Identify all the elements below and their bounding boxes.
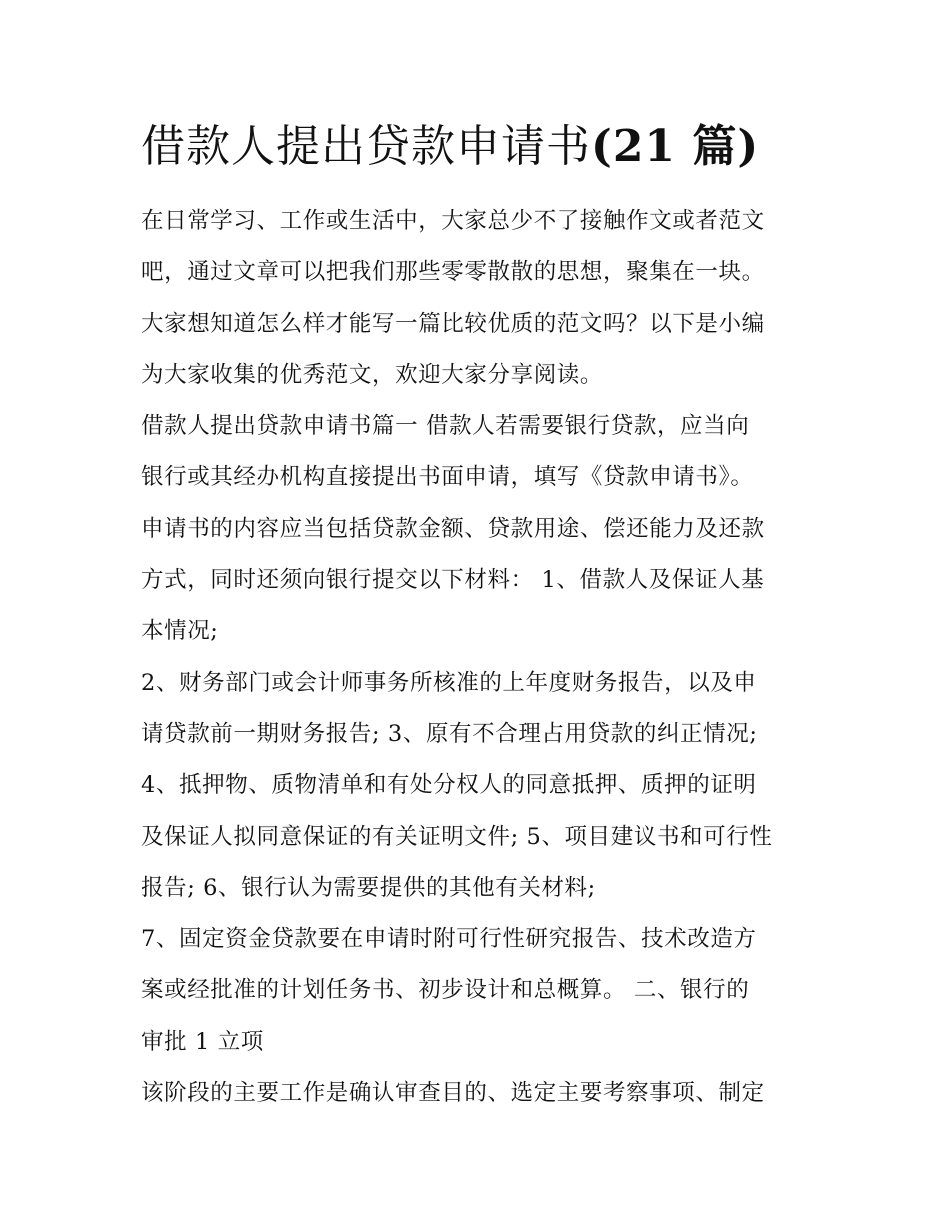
text-line: 2、财务部门或会计师事务所核准的上年度财务报告，以及申 xyxy=(141,669,757,696)
text-line: 大家想知道怎么样才能写一篇比较优质的范文吗？以下是小编 xyxy=(141,310,765,337)
text-line: 审批 1 立项 xyxy=(141,1028,264,1055)
text-line: 申请书的内容应当包括贷款金额、贷款用途、偿还能力及还款 xyxy=(141,515,765,542)
text-line: 报告; 6、银行认为需要提供的其他有关材料; xyxy=(141,874,596,901)
text-line: 该阶段的主要工作是确认审查目的、选定主要考察事项、制定 xyxy=(141,1080,765,1107)
text-line: 银行或其经办机构直接提出书面申请，填写《贷款申请书》。 xyxy=(141,464,754,491)
title-main: 借款人提出贷款申请书 xyxy=(141,121,591,172)
text-line: 本情况; xyxy=(141,618,219,645)
text-line: 在日常学习、工作或生活中，大家总少不了接触作文或者范文 xyxy=(141,208,765,234)
text-line: 案或经批准的计划任务书、初步设计和总概算。 二、银行的 xyxy=(141,977,750,1004)
text-line: 为大家收集的优秀范文，欢迎大家分享阅读。 xyxy=(141,361,604,388)
title-count: (21 篇) xyxy=(591,121,760,172)
text-line: 及保证人拟同意保证的有关证明文件; 5、项目建议书和可行性 xyxy=(141,823,773,850)
page-title xyxy=(141,112,841,182)
text-line: 借款人提出贷款申请书篇一 借款人若需要银行贷款，应当向 xyxy=(141,413,750,440)
text-line: 请贷款前一期财务报告; 3、原有不合理占用贷款的纠正情况; xyxy=(141,720,758,747)
text-line: 吧，通过文章可以把我们那些零零散散的思想，聚集在一块。 xyxy=(141,259,765,286)
text-line: 7、固定资金贷款要在申请时附可行性研究报告、技术改造方 xyxy=(141,926,757,953)
text-line: 4、抵押物、质物清单和有处分权人的同意抵押、质押的证明 xyxy=(141,772,757,799)
body-text xyxy=(141,196,815,1119)
text-line: 方式，同时还须向银行提交以下材料： 1、借款人及保证人基 xyxy=(141,567,765,594)
